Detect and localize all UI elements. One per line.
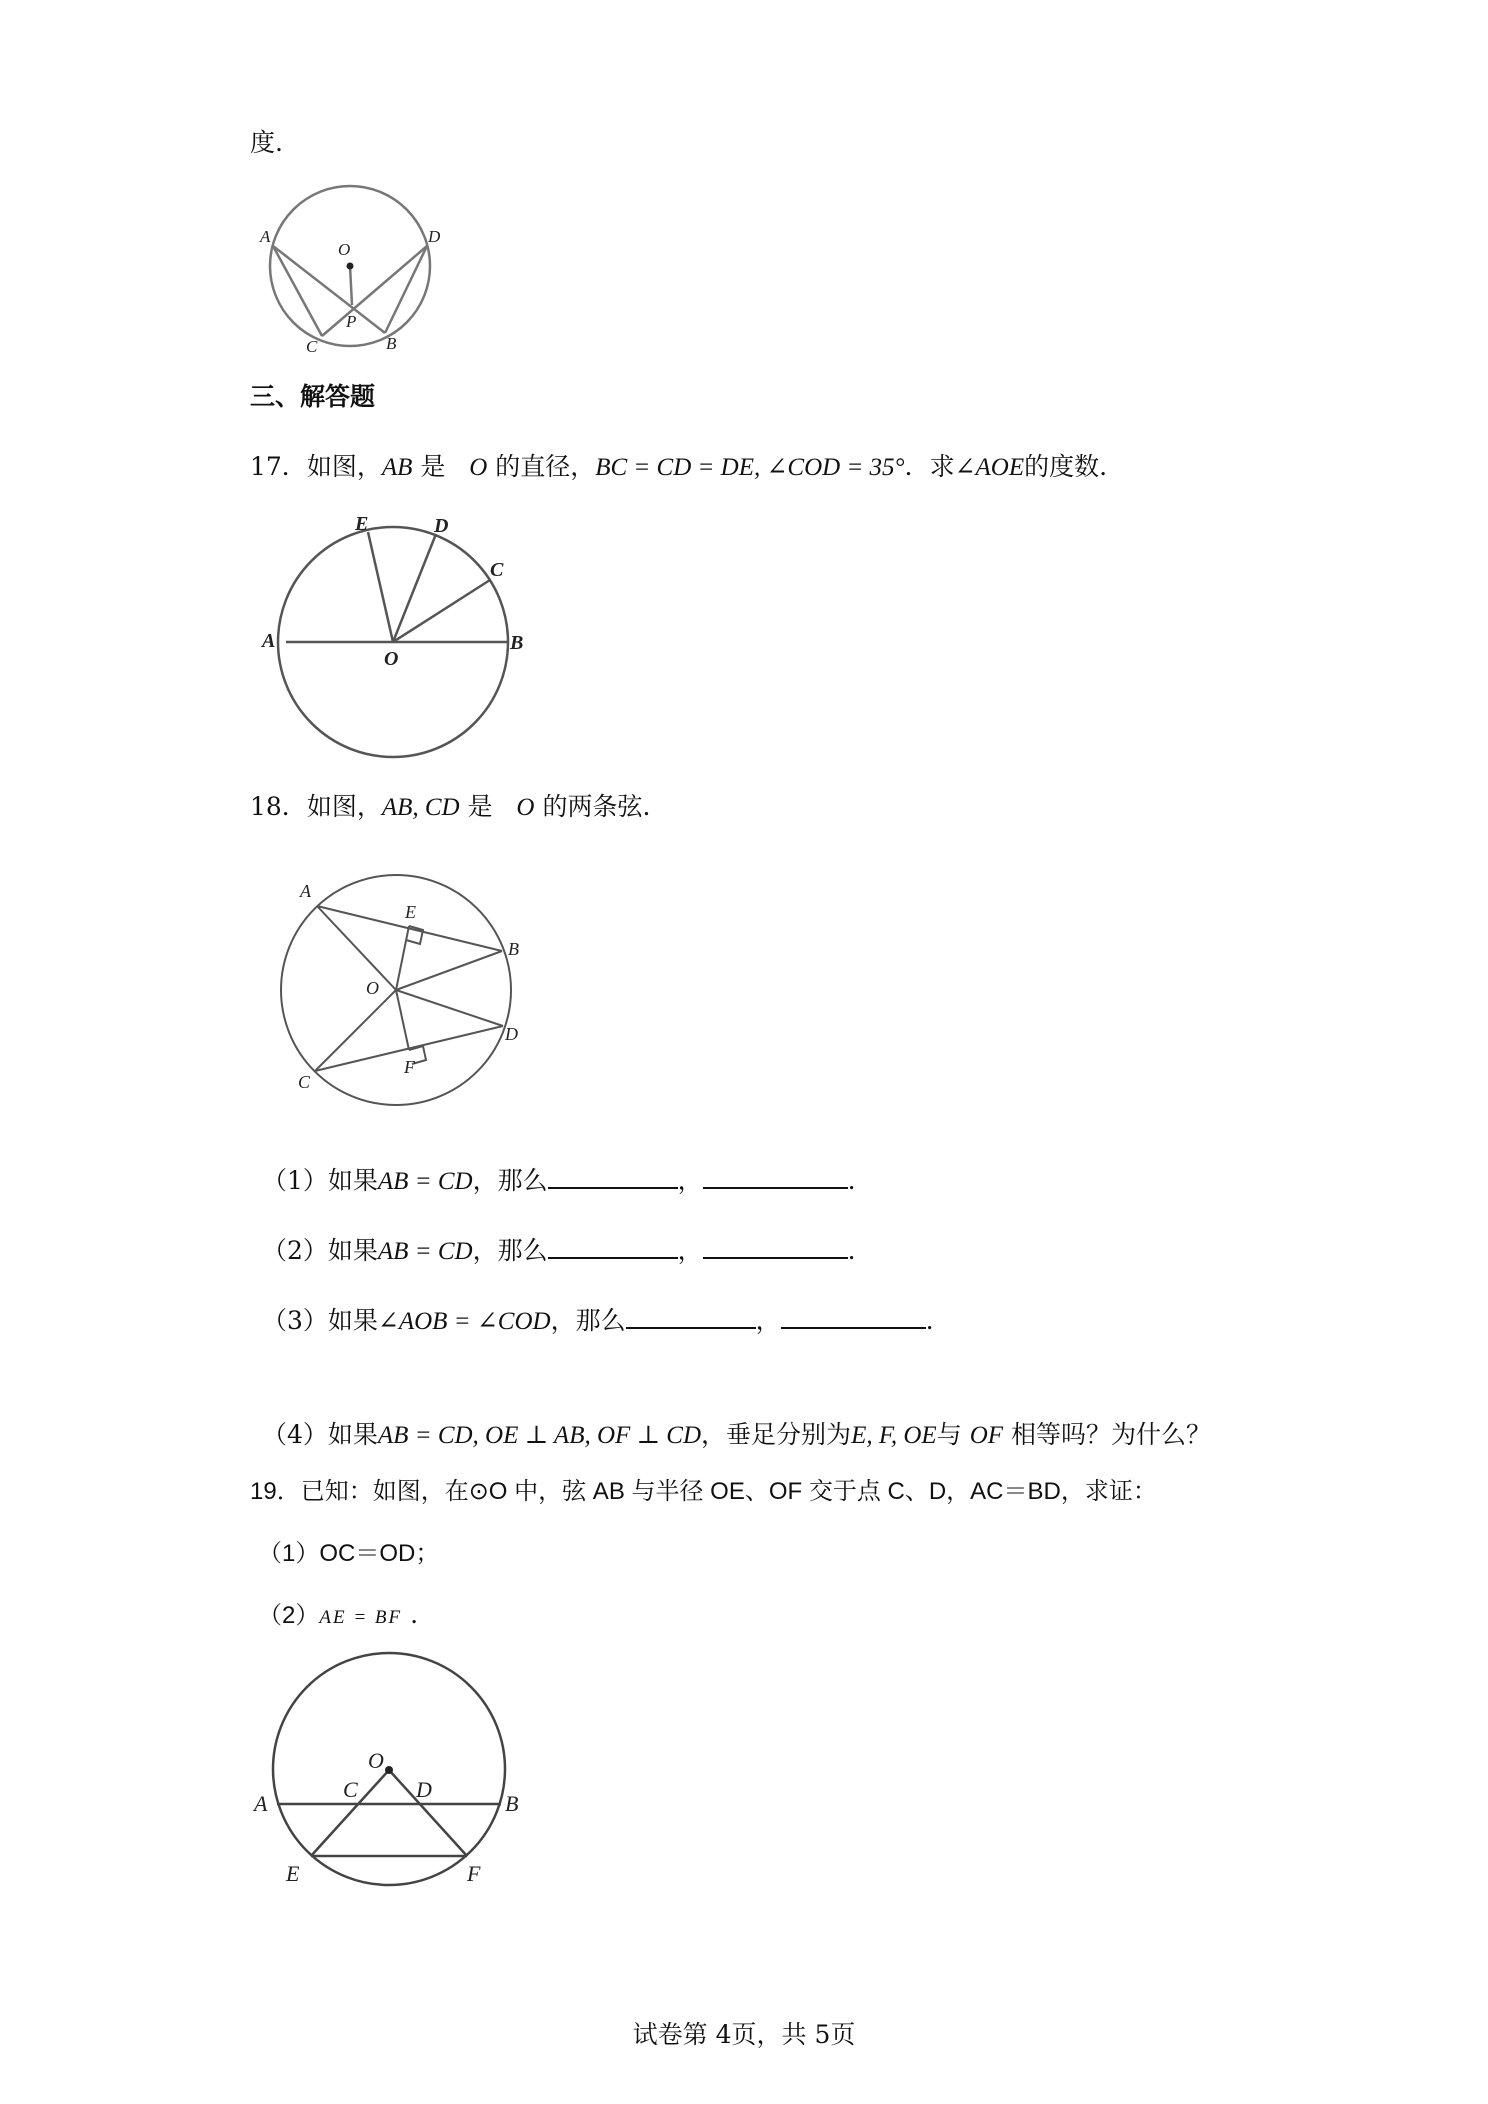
fig19-label-D: D — [416, 1777, 432, 1802]
section-title: 三、解答题 — [250, 382, 376, 411]
q19-sub-2: （2）AE = BF . — [258, 1600, 419, 1629]
fig18-label-E: E — [405, 902, 416, 922]
fig17-radius-OD — [393, 534, 436, 642]
q18-sub-3: （3）如果∠AOB = ∠COD，那么 ， . — [262, 1303, 934, 1339]
question-19: 19．已知：如图，在⊙O 中，弦 AB 与半径 OE、OF 交于点 C、D，AC＝BD，求证： — [250, 1478, 1157, 1505]
fig18-perp-OF — [396, 990, 409, 1050]
fig18-radius-OC — [315, 990, 396, 1071]
fig17-label-O: O — [384, 648, 399, 670]
fig18-label-F: F — [404, 1057, 415, 1077]
fig18-label-B: B — [508, 939, 519, 959]
fig19-label-A: A — [254, 1791, 268, 1816]
answer-blank[interactable] — [703, 1233, 848, 1259]
fig18-radius-OA — [317, 906, 396, 990]
fig19-label-O: O — [368, 1748, 384, 1773]
answer-blank[interactable] — [626, 1303, 756, 1329]
q18-sub-1: （1）如果AB = CD，那么 ， . — [262, 1163, 856, 1199]
q17-number: 17． — [250, 452, 307, 481]
figure-18 — [255, 870, 535, 1100]
fig19-label-F: F — [467, 1861, 481, 1886]
page-footer: 试卷第 4页，共 5页 — [632, 2020, 856, 2049]
fig17-label-A: A — [262, 630, 276, 652]
fig16-line-DC — [322, 246, 427, 336]
fig17-label-D: D — [434, 515, 449, 537]
fig17-label-C: C — [490, 559, 504, 581]
figure-17 — [255, 505, 535, 745]
fig16-label-D: D — [428, 227, 441, 246]
answer-blank[interactable] — [548, 1163, 678, 1189]
fig18-label-O: O — [366, 978, 379, 998]
fig18-radius-OD — [396, 990, 503, 1026]
fig16-line-AC — [273, 246, 322, 336]
q18-sub-2: （2）如果AB = CD，那么 ， . — [262, 1233, 856, 1269]
fig16-line-OP — [350, 266, 352, 305]
fig16-center-dot — [347, 263, 354, 270]
fig16-line-DB — [385, 246, 427, 333]
q18-number: 18． — [250, 792, 307, 821]
fig17-label-B: B — [510, 632, 524, 654]
fig17-radius-OE — [368, 532, 393, 642]
fig17-label-E: E — [355, 513, 369, 535]
fig18-label-D: D — [505, 1024, 518, 1044]
figure-19 — [250, 1650, 530, 1900]
question-17: 17．如图，AB 是 O 的直径，BC = CD = DE, ∠COD = 35°．求∠AOE的度数. — [250, 452, 1108, 481]
figure-16 — [255, 180, 455, 360]
fig16-label-P: P — [346, 312, 357, 331]
fig19-label-C: C — [343, 1777, 358, 1802]
fig16-label-C: C — [306, 337, 318, 356]
fig17-radius-OC — [393, 580, 490, 642]
top-fragment: 度. — [250, 128, 283, 157]
fig18-label-A: A — [300, 881, 311, 901]
fig18-radius-OB — [396, 951, 502, 990]
q18-sub-4: （4）如果AB = CD, OE ⊥ AB, OF ⊥ CD，垂足分别为E, F, OE与 OF 相等吗？为什么？ — [262, 1420, 1211, 1449]
fig18-label-C: C — [298, 1072, 311, 1092]
answer-blank[interactable] — [548, 1233, 678, 1259]
answer-blank[interactable] — [703, 1163, 848, 1189]
question-18: 18．如图，AB, CD 是 O 的两条弦. — [250, 792, 651, 821]
q19-sub-1: （1）OC＝OD； — [258, 1540, 440, 1567]
fig16-label-A: A — [260, 227, 271, 246]
answer-blank[interactable] — [781, 1303, 926, 1329]
fig18-perp-OE — [396, 926, 409, 990]
fig19-label-B: B — [505, 1791, 519, 1816]
fig16-label-B: B — [386, 334, 397, 353]
fig19-label-E: E — [286, 1861, 300, 1886]
fig19-center-dot — [385, 1766, 393, 1774]
fig16-label-O: O — [338, 240, 351, 259]
